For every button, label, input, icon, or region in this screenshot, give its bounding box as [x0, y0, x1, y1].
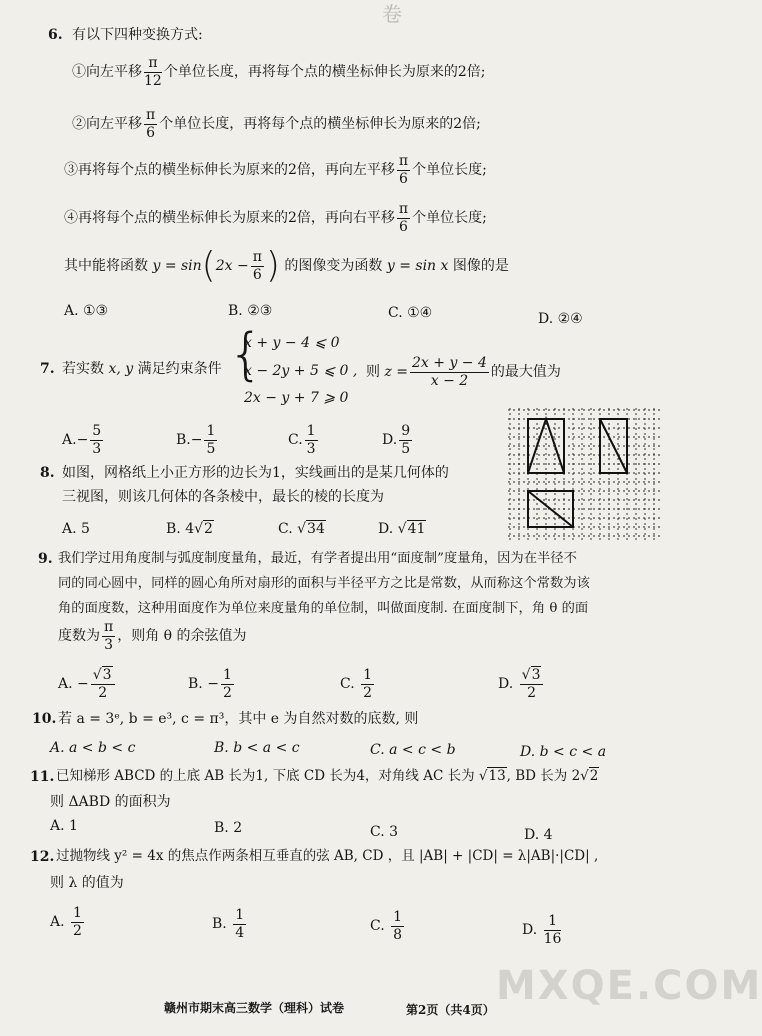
q6-question: 其中能将函数 y = sin(2x − $\frac{\pi}{6}$ ) 的图像变为函数 y = sin x 图像的是: [64, 245, 509, 286]
q8-line-1: 如图，网格纸上小正方形的边长为1，实线画出的是某几何体的: [62, 465, 449, 481]
q12-option-c: C. $\frac{1}{8}$: [370, 909, 403, 943]
q6-label: 6.: [48, 27, 63, 43]
q7-option-d: D. $\frac{9}{5}$: [382, 423, 411, 457]
q7-constraint-2: x − 2y + 5 ⩽ 0 ,: [244, 363, 358, 379]
q7-stem: 若实数 x, y 满足约束条件: [62, 361, 222, 377]
q11-line-1: 已知梯形 ABCD 的上底 AB 长为1, 下底 CD 长为4，对角线 AC 长为 √13, BD 长为 2√2: [56, 768, 599, 784]
q9-option-b: B. − $\frac{1}{2}$: [188, 667, 232, 701]
q12-line-2: 则 λ 的值为: [50, 875, 124, 891]
q7-constraint-brace: {: [228, 322, 264, 387]
q7-objective: 则 z = $\frac{2x + y - 4}{x - 2}$ 的最大值为: [366, 355, 561, 389]
q7-constraint-1: x + y − 4 ⩽ 0: [244, 335, 340, 351]
q9-line-3: 角的面度数，这种用面度作为单位来度量角的单位制，叫做面度制. 在面度制下，角 θ 的面: [58, 601, 589, 616]
q9-label: 9.: [38, 551, 53, 567]
q9-line-2: 同的同心圆中，同样的圆心角所对扇形的面积与半径平方之比是常数，从而称这个常数为该: [58, 576, 590, 591]
q6-option-a: A. ①③: [64, 303, 109, 319]
q10-option-a: A. a < b < c: [50, 740, 136, 756]
three-view-figure: [504, 404, 664, 547]
q11-line-2: 则 ΔABD 的面积为: [50, 794, 171, 810]
view-outlines: [528, 419, 627, 527]
q8-label: 8.: [40, 465, 55, 481]
q11-option-a: A. 1: [50, 818, 78, 834]
q8-option-a: A. 5: [62, 521, 90, 537]
q9-option-d: D. $\frac{√3}{2}$: [498, 668, 545, 700]
q7-label: 7.: [40, 361, 55, 377]
top-stamp: 卷: [382, 2, 402, 26]
q6-option-c: C. ①④: [388, 305, 433, 321]
q6-option-d: D. ②④: [538, 311, 583, 327]
q7-constraint-3: 2x − y + 7 ⩾ 0: [244, 390, 349, 406]
q11-option-d: D. 4: [524, 827, 553, 843]
q8-option-d: D. √41: [378, 521, 426, 537]
q9-line-1: 我们学过用角度制与弧度制度量角，最近，有学者提出用“面度制”度量角，因为在半径不: [58, 551, 577, 566]
q6-item-2: ②向左平移 $\frac{\pi}{6}$ 个单位长度，再将每个点的横坐标伸长为原来的2倍;: [72, 107, 481, 141]
q10-label: 10.: [32, 711, 57, 727]
three-view-grid: [504, 404, 664, 544]
q6-option-b: B. ②③: [228, 303, 273, 319]
q11-option-b: B. 2: [214, 820, 243, 836]
q12-option-b: B. $\frac{1}{4}$: [212, 907, 245, 941]
q10-option-c: C. a < c < b: [370, 742, 456, 758]
q12-option-d: D. $\frac{1}{16}$: [522, 913, 562, 947]
footer-page-number: 第2页（共4页）: [406, 1003, 495, 1017]
q7-option-c: C. $\frac{1}{3}$: [288, 423, 316, 457]
q7-option-b: B.− $\frac{1}{5}$: [176, 423, 216, 457]
footer-exam-title: 赣州市期末高三数学（理科）试卷: [164, 1001, 345, 1015]
q8-option-b: B. 4√2: [166, 521, 213, 537]
q10-option-d: D. b < c < a: [520, 744, 607, 760]
q6-item-4: ④再将每个点的横坐标伸长为原来的2倍，再向右平移 $\frac{\pi}{6}$ 个单位长度;: [64, 201, 487, 235]
q12-line-1: 过抛物线 y² = 4x 的焦点作两条相互垂直的弦 AB, CD ，且 |AB| + |CD| = λ|AB|·|CD| ,: [56, 848, 599, 864]
q9-line-4: 度数为 $\frac{\pi}{3}$ ，则角 θ 的余弦值为: [58, 619, 247, 653]
q10-option-b: B. b < a < c: [214, 740, 300, 756]
q6-item-1: ①向左平移 $\frac{\pi}{12}$ 个单位长度，再将每个点的横坐标伸长为原来的2倍;: [72, 55, 486, 89]
q9-option-c: C. $\frac{1}{2}$: [340, 667, 373, 701]
watermark: MXQE.COM: [496, 963, 762, 1009]
q11-label: 11.: [30, 769, 55, 785]
q12-label: 12.: [30, 849, 55, 865]
q9-option-a: A. − $\frac{√3}{2}$: [58, 668, 117, 700]
q8-line-2: 三视图，则该几何体的各条棱中，最长的棱的长度为: [62, 489, 384, 505]
q10-stem: 若 a = 3ᵉ, b = e³, c = π³，其中 e 为自然对数的底数, 则: [58, 711, 419, 727]
q7-option-a: A.− $\frac{5}{3}$: [62, 423, 102, 457]
q6-item-3: ③再将每个点的横坐标伸长为原来的2倍，再向左平移 $\frac{\pi}{6}$ 个单位长度;: [64, 153, 487, 187]
q6-stem: 有以下四种变换方式:: [72, 27, 203, 43]
q11-option-c: C. 3: [370, 824, 399, 840]
q8-option-c: C. √34: [278, 521, 325, 537]
q12-option-a: A. $\frac{1}{2}$: [50, 905, 82, 939]
